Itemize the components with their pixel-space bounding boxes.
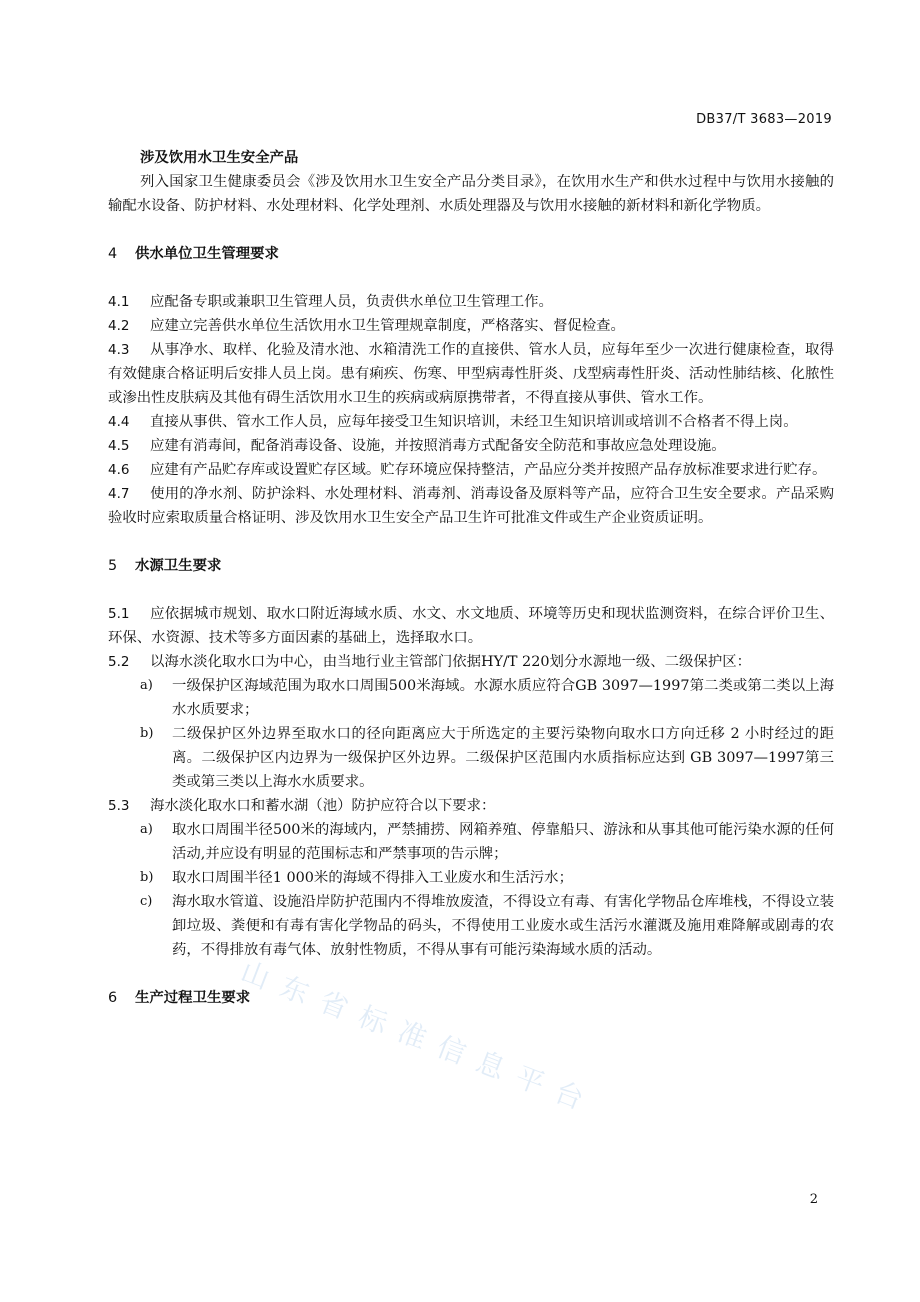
clause-text: 使用的净水剂、防护涂料、水处理材料、消毒剂、消毒设备及原料等产品，应符合卫生安全要求。产品采购验收时应索取质量合格证明、涉及饮用水卫生安全产品卫生许可批准文件或生产企业资质证明。 (108, 486, 834, 526)
list-label: a) (140, 822, 153, 837)
clause-text: 直接从事供、管水工作人员，应每年接受卫生知识培训，未经卫生知识培训或培训不合格者不得上岗。 (150, 414, 798, 430)
page-number: 2 (809, 1192, 818, 1207)
standard-code: DB37/T 3683—2019 (696, 112, 832, 127)
section-4-clauses (108, 290, 834, 530)
clause-text: 以海水淡化取水口为中心，由当地行业主管部门依据HY/T 220划分水源地一级、二级保护区： (150, 654, 751, 670)
section-number: 5 (108, 558, 118, 574)
clause-4-3 (108, 338, 834, 410)
clause-text: 应建立完善供水单位生活饮用水卫生管理规章制度，严格落实、督促检查。 (150, 318, 625, 334)
section-title: 生产过程卫生要求 (135, 990, 251, 1006)
list-item-5-3-a (108, 818, 834, 866)
clause-number: 4.7 (108, 486, 130, 502)
clause-number: 5.2 (108, 654, 130, 670)
list-item-5-3-b (108, 866, 834, 890)
clause-text: 应依据城市规划、取水口附近海域水质、水文、水文地质、环境等历史和现状监测资料，在综合评价卫生、环保、水资源、技术等多方面因素的基础上，选择取水口。 (108, 606, 834, 646)
clause-number: 4.4 (108, 414, 130, 430)
clause-number: 4.6 (108, 462, 130, 478)
section-title: 供水单位卫生管理要求 (135, 246, 279, 262)
clause-text: 从事净水、取样、化验及清水池、水箱清洗工作的直接供、管水人员，应每年至少一次进行健康检查，取得有效健康合格证明后安排人员上岗。患有痢疾、伤寒、甲型病毒性肝炎、戊型病毒性肝炎、活动性肺结核、化脓性或渗出性皮肤病及其他有碍生活饮用水卫生的疾病或病原携带者，不得直接从事供、管水工作。 (108, 342, 834, 406)
clause-text: 海水淡化取水口和蓄水湖（池）防护应符合以下要求： (150, 798, 496, 814)
list-label: c) (140, 894, 153, 909)
list-text: 取水口周围半径1 000米的海域不得排入工业废水和生活污水； (172, 870, 573, 886)
clause-number: 4.3 (108, 342, 130, 358)
list-text: 二级保护区外边界至取水口的径向距离应大于所选定的主要污染物向取水口方向迁移 2 小时经过的距离。二级保护区内边界为一级保护区外边界。二级保护区范围内水质指标应达到 GB 3097—1997第三类或第三类以上海水水质要求。 (172, 726, 834, 790)
list-item-5-2-b (108, 722, 834, 794)
list-text: 取水口周围半径500米的海域内，严禁捕捞、网箱养殖、停靠船只、游泳和从事其他可能污染水源的任何活动,并应设有明显的范围标志和严禁事项的告示牌； (172, 822, 834, 862)
clause-number: 5.3 (108, 798, 130, 814)
list-label: b) (140, 870, 154, 885)
list-text: 海水取水管道、设施沿岸防护范围内不得堆放废渣，不得设立有毒、有害化学物品仓库堆栈，不得设立装卸垃圾、粪便和有毒有害化学物品的码头，不得使用工业废水或生活污水灌溉及施用难降解或剧毒的农药，不得排放有毒气体、放射性物质，不得从事有可能污染海域水质的活动。 (172, 894, 834, 958)
watermark: 山东省标准信息平台 (236, 954, 602, 1121)
clause-5-3 (108, 794, 834, 818)
section-4-heading (108, 242, 834, 266)
clause-4-5 (108, 434, 834, 458)
clause-5-1 (108, 602, 834, 650)
clause-number: 5.1 (108, 606, 130, 622)
clause-text: 应建有产品贮存库或设置贮存区域。贮存环境应保持整洁，产品应分类并按照产品存放标准要求进行贮存。 (150, 462, 827, 478)
section-6-heading (108, 986, 834, 1010)
section-number: 4 (108, 246, 118, 262)
section-5-heading (108, 554, 834, 578)
term-definition: 列入国家卫生健康委员会《涉及饮用水卫生安全产品分类目录》，在饮用水生产和供水过程中与饮用水接触的输配水设备、防护材料、水处理材料、化学处理剂、水质处理器及与饮用水接触的新材料和新化学物质。 (108, 174, 834, 214)
clause-4-2 (108, 314, 834, 338)
clause-number: 4.1 (108, 294, 130, 310)
section-number: 6 (108, 990, 118, 1006)
list-text: 一级保护区海域范围为取水口周围500米海域。水源水质应符合GB 3097—1997第二类或第二类以上海水水质要求； (172, 678, 834, 718)
section-5-clauses (108, 602, 834, 962)
list-label: b) (140, 726, 154, 741)
clause-4-4 (108, 410, 834, 434)
list-item-5-3-c (108, 890, 834, 962)
clause-number: 4.5 (108, 438, 130, 454)
clause-4-6 (108, 458, 834, 482)
term-title: 涉及饮用水卫生安全产品 (140, 150, 299, 166)
list-item-5-2-a (108, 674, 834, 722)
document-body (108, 146, 834, 1010)
clause-4-7 (108, 482, 834, 530)
clause-number: 4.2 (108, 318, 130, 334)
clause-text: 应配备专职或兼职卫生管理人员，负责供水单位卫生管理工作。 (150, 294, 553, 310)
clause-text: 应建有消毒间，配备消毒设备、设施，并按照消毒方式配备安全防范和事故应急处理设施。 (150, 438, 726, 454)
clause-4-1 (108, 290, 834, 314)
list-label: a) (140, 678, 153, 693)
section-title: 水源卫生要求 (135, 558, 222, 574)
clause-5-2 (108, 650, 834, 674)
